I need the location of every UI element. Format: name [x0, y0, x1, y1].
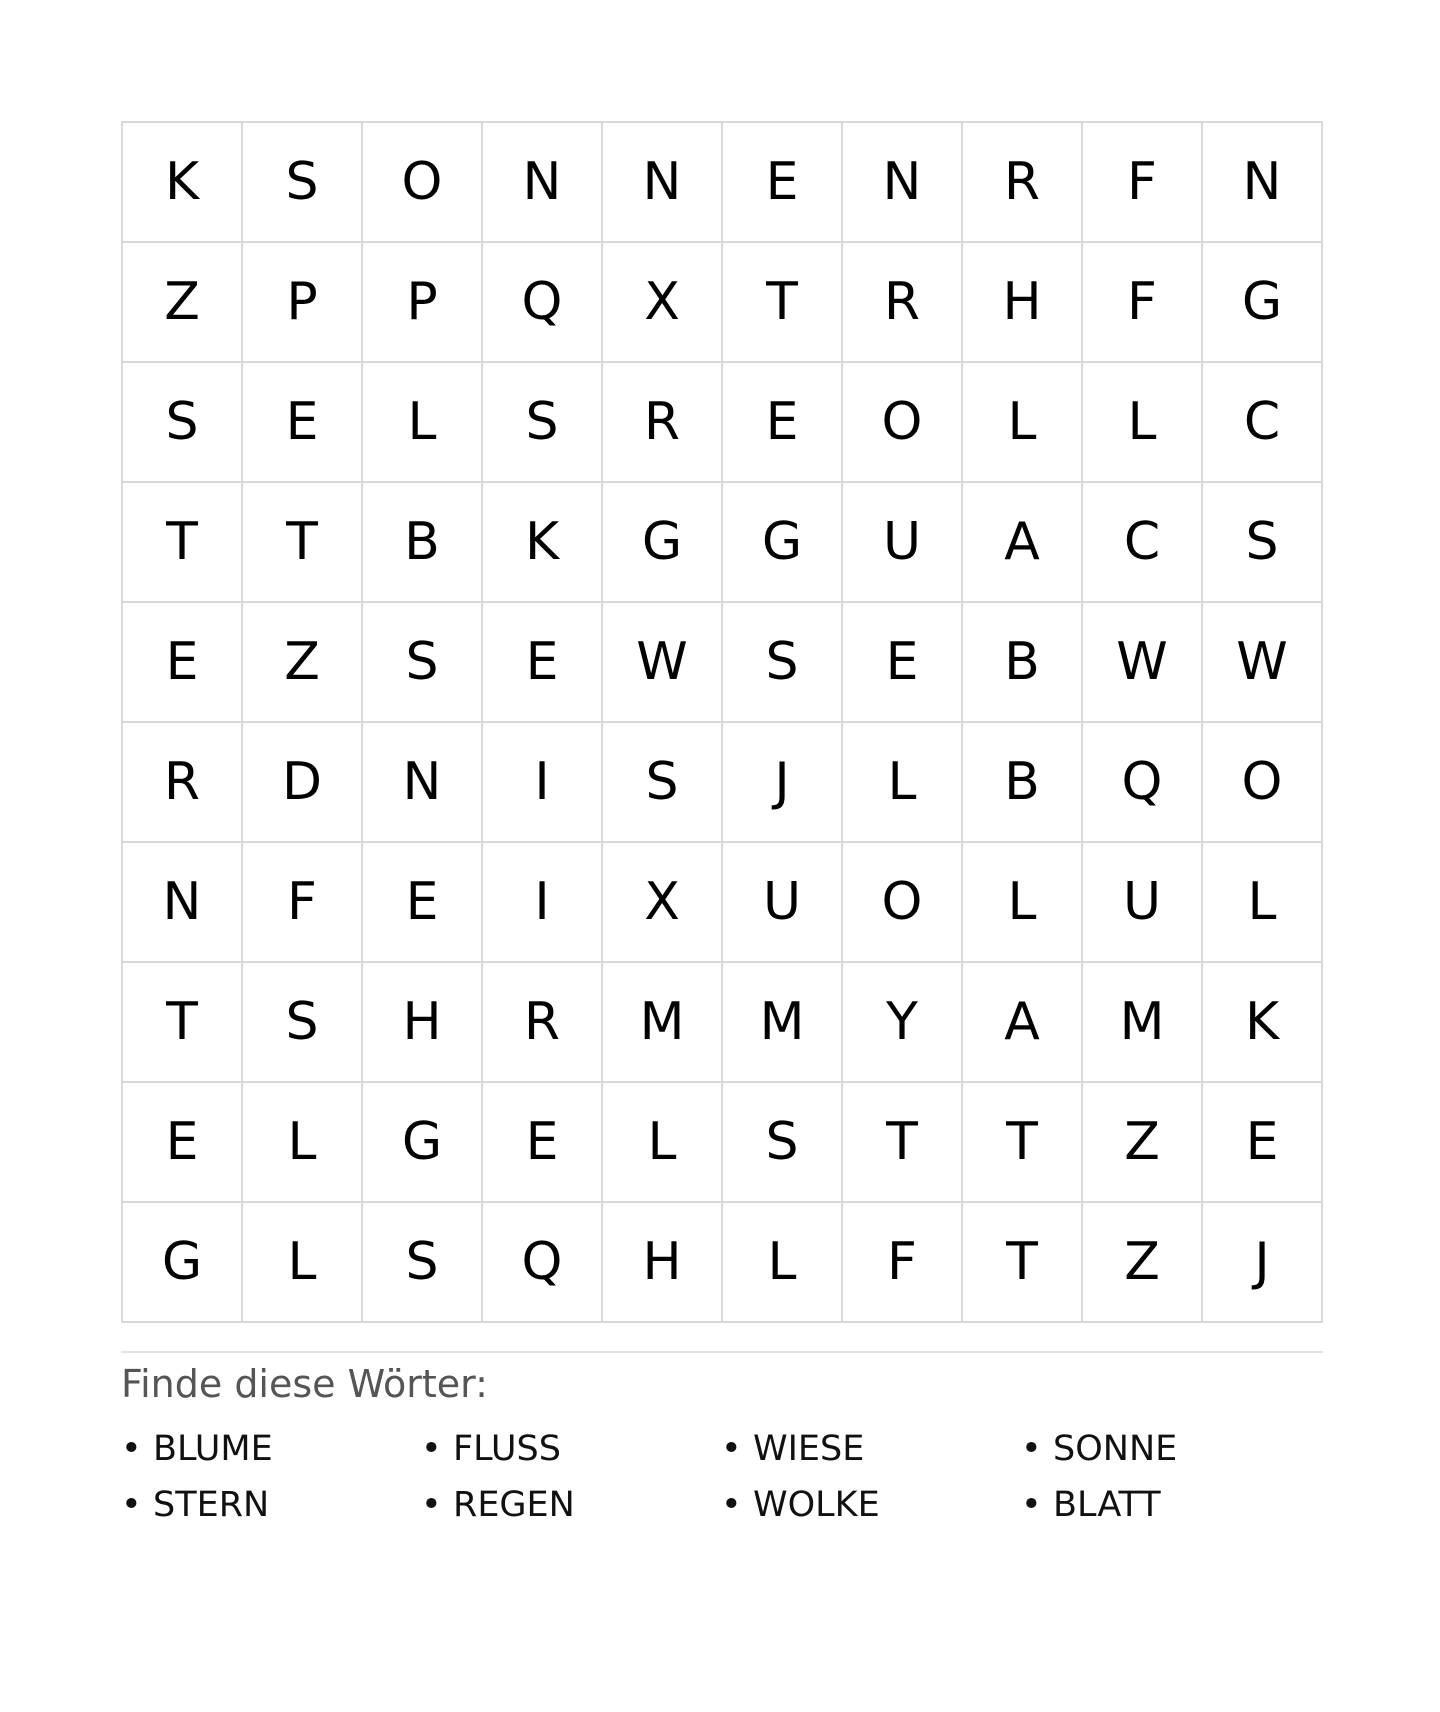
grid-cell-r4-c7[interactable]: U [843, 483, 963, 603]
divider [121, 1351, 1323, 1353]
grid-cell-r10-c4[interactable]: Q [483, 1203, 603, 1323]
grid-cell-r9-c3[interactable]: G [363, 1083, 483, 1203]
word-list-item [121, 1421, 421, 1477]
grid-cell-r3-c4[interactable]: S [483, 363, 603, 483]
grid-cell-r1-c1[interactable]: K [123, 123, 243, 243]
grid-cell-r7-c6[interactable]: U [723, 843, 843, 963]
grid-cell-r10-c7[interactable]: F [843, 1203, 963, 1323]
grid-cell-r7-c3[interactable]: E [363, 843, 483, 963]
grid-cell-r3-c9[interactable]: L [1083, 363, 1203, 483]
grid-cell-r10-c3[interactable]: S [363, 1203, 483, 1323]
grid-cell-r2-c3[interactable]: P [363, 243, 483, 363]
grid-cell-r4-c5[interactable]: G [603, 483, 723, 603]
grid-cell-r8-c8[interactable]: A [963, 963, 1083, 1083]
grid-cell-r5-c4[interactable]: E [483, 603, 603, 723]
grid-cell-r5-c8[interactable]: B [963, 603, 1083, 723]
grid-cell-r1-c10[interactable]: N [1203, 123, 1323, 243]
grid-cell-r7-c8[interactable]: L [963, 843, 1083, 963]
grid-cell-r6-c1[interactable]: R [123, 723, 243, 843]
grid-cell-r6-c2[interactable]: D [243, 723, 363, 843]
word-list-item [721, 1421, 1021, 1477]
grid-cell-r3-c2[interactable]: E [243, 363, 363, 483]
grid-cell-r9-c10[interactable]: E [1203, 1083, 1323, 1203]
grid-cell-r5-c3[interactable]: S [363, 603, 483, 723]
grid-cell-r7-c7[interactable]: O [843, 843, 963, 963]
grid-cell-r1-c5[interactable]: N [603, 123, 723, 243]
word-label: WOLKE [753, 1485, 880, 1525]
grid-cell-r9-c8[interactable]: T [963, 1083, 1083, 1203]
grid-cell-r8-c9[interactable]: M [1083, 963, 1203, 1083]
grid-cell-r6-c5[interactable]: S [603, 723, 723, 843]
grid-cell-r6-c6[interactable]: J [723, 723, 843, 843]
grid-cell-r6-c8[interactable]: B [963, 723, 1083, 843]
grid-cell-r9-c4[interactable]: E [483, 1083, 603, 1203]
bullet-icon: • [721, 1485, 742, 1525]
grid-cell-r2-c9[interactable]: F [1083, 243, 1203, 363]
bullet-icon: • [421, 1485, 442, 1525]
word-list-item [121, 1477, 421, 1533]
grid-cell-r10-c9[interactable]: Z [1083, 1203, 1203, 1323]
grid-cell-r5-c6[interactable]: S [723, 603, 843, 723]
grid-cell-r5-c10[interactable]: W [1203, 603, 1323, 723]
word-list-item [1021, 1477, 1321, 1533]
word-list-item [421, 1421, 721, 1477]
grid-cell-r8-c10[interactable]: K [1203, 963, 1323, 1083]
word-label: BLATT [1053, 1485, 1161, 1525]
word-label: WIESE [753, 1429, 865, 1469]
grid-cell-r7-c9[interactable]: U [1083, 843, 1203, 963]
grid-cell-r2-c10[interactable]: G [1203, 243, 1323, 363]
grid-cell-r5-c5[interactable]: W [603, 603, 723, 723]
grid-cell-r10-c10[interactable]: J [1203, 1203, 1323, 1323]
grid-cell-r3-c8[interactable]: L [963, 363, 1083, 483]
grid-cell-r10-c6[interactable]: L [723, 1203, 843, 1323]
grid-cell-r6-c3[interactable]: N [363, 723, 483, 843]
word-label: STERN [153, 1485, 270, 1525]
grid-cell-r3-c5[interactable]: R [603, 363, 723, 483]
grid-cell-r8-c4[interactable]: R [483, 963, 603, 1083]
grid-cell-r7-c5[interactable]: X [603, 843, 723, 963]
word-label: BLUME [153, 1429, 273, 1469]
grid-cell-r3-c6[interactable]: E [723, 363, 843, 483]
grid-cell-r2-c7[interactable]: R [843, 243, 963, 363]
grid-cell-r8-c7[interactable]: Y [843, 963, 963, 1083]
bullet-icon: • [1021, 1429, 1042, 1469]
grid-cell-r7-c10[interactable]: L [1203, 843, 1323, 963]
word-label: FLUSS [453, 1429, 561, 1469]
grid-cell-r2-c1[interactable]: Z [123, 243, 243, 363]
grid-cell-r4-c10[interactable]: S [1203, 483, 1323, 603]
grid-cell-r7-c2[interactable]: F [243, 843, 363, 963]
word-list-item [1021, 1421, 1321, 1477]
grid-cell-r9-c6[interactable]: S [723, 1083, 843, 1203]
word-label: REGEN [453, 1485, 575, 1525]
grid-cell-r2-c4[interactable]: Q [483, 243, 603, 363]
grid-cell-r8-c3[interactable]: H [363, 963, 483, 1083]
bullet-icon: • [121, 1485, 142, 1525]
grid-cell-r4-c6[interactable]: G [723, 483, 843, 603]
letter-grid [121, 121, 1323, 1323]
grid-cell-r8-c2[interactable]: S [243, 963, 363, 1083]
grid-cell-r4-c2[interactable]: T [243, 483, 363, 603]
grid-cell-r9-c7[interactable]: T [843, 1083, 963, 1203]
grid-cell-r9-c1[interactable]: E [123, 1083, 243, 1203]
grid-cell-r1-c8[interactable]: R [963, 123, 1083, 243]
word-label: SONNE [1053, 1429, 1178, 1469]
grid-cell-r8-c1[interactable]: T [123, 963, 243, 1083]
grid-cell-r9-c5[interactable]: L [603, 1083, 723, 1203]
grid-cell-r8-c6[interactable]: M [723, 963, 843, 1083]
grid-cell-r4-c1[interactable]: T [123, 483, 243, 603]
grid-cell-r5-c1[interactable]: E [123, 603, 243, 723]
word-list [121, 1421, 1323, 1533]
grid-cell-r2-c8[interactable]: H [963, 243, 1083, 363]
grid-cell-r5-c9[interactable]: W [1083, 603, 1203, 723]
bullet-icon: • [1021, 1485, 1042, 1525]
grid-cell-r2-c5[interactable]: X [603, 243, 723, 363]
grid-cell-r6-c10[interactable]: O [1203, 723, 1323, 843]
grid-cell-r10-c1[interactable]: G [123, 1203, 243, 1323]
word-list-item [421, 1477, 721, 1533]
grid-cell-r2-c6[interactable]: T [723, 243, 843, 363]
word-list-prompt: Finde diese Wörter: [121, 1362, 488, 1406]
grid-cell-r8-c5[interactable]: M [603, 963, 723, 1083]
grid-cell-r1-c3[interactable]: O [363, 123, 483, 243]
grid-cell-r3-c3[interactable]: L [363, 363, 483, 483]
grid-cell-r3-c1[interactable]: S [123, 363, 243, 483]
grid-cell-r5-c2[interactable]: Z [243, 603, 363, 723]
grid-cell-r6-c9[interactable]: Q [1083, 723, 1203, 843]
grid-cell-r1-c6[interactable]: E [723, 123, 843, 243]
grid-cell-r6-c7[interactable]: L [843, 723, 963, 843]
grid-cell-r9-c9[interactable]: Z [1083, 1083, 1203, 1203]
grid-cell-r4-c4[interactable]: K [483, 483, 603, 603]
grid-cell-r3-c7[interactable]: O [843, 363, 963, 483]
grid-cell-r4-c8[interactable]: A [963, 483, 1083, 603]
word-list-item [721, 1477, 1021, 1533]
bullet-icon: • [121, 1429, 142, 1469]
bullet-icon: • [421, 1429, 442, 1469]
grid-cell-r10-c8[interactable]: T [963, 1203, 1083, 1323]
grid-cell-r2-c2[interactable]: P [243, 243, 363, 363]
grid-cell-r4-c9[interactable]: C [1083, 483, 1203, 603]
word-search-puzzle [121, 121, 1323, 1533]
grid-cell-r9-c2[interactable]: L [243, 1083, 363, 1203]
grid-cell-r7-c1[interactable]: N [123, 843, 243, 963]
grid-cell-r1-c9[interactable]: F [1083, 123, 1203, 243]
bullet-icon: • [721, 1429, 742, 1469]
grid-cell-r5-c7[interactable]: E [843, 603, 963, 723]
grid-cell-r6-c4[interactable]: I [483, 723, 603, 843]
grid-cell-r4-c3[interactable]: B [363, 483, 483, 603]
grid-cell-r1-c7[interactable]: N [843, 123, 963, 243]
grid-cell-r7-c4[interactable]: I [483, 843, 603, 963]
grid-cell-r1-c2[interactable]: S [243, 123, 363, 243]
grid-cell-r1-c4[interactable]: N [483, 123, 603, 243]
grid-cell-r10-c2[interactable]: L [243, 1203, 363, 1323]
grid-cell-r10-c5[interactable]: H [603, 1203, 723, 1323]
grid-cell-r3-c10[interactable]: C [1203, 363, 1323, 483]
